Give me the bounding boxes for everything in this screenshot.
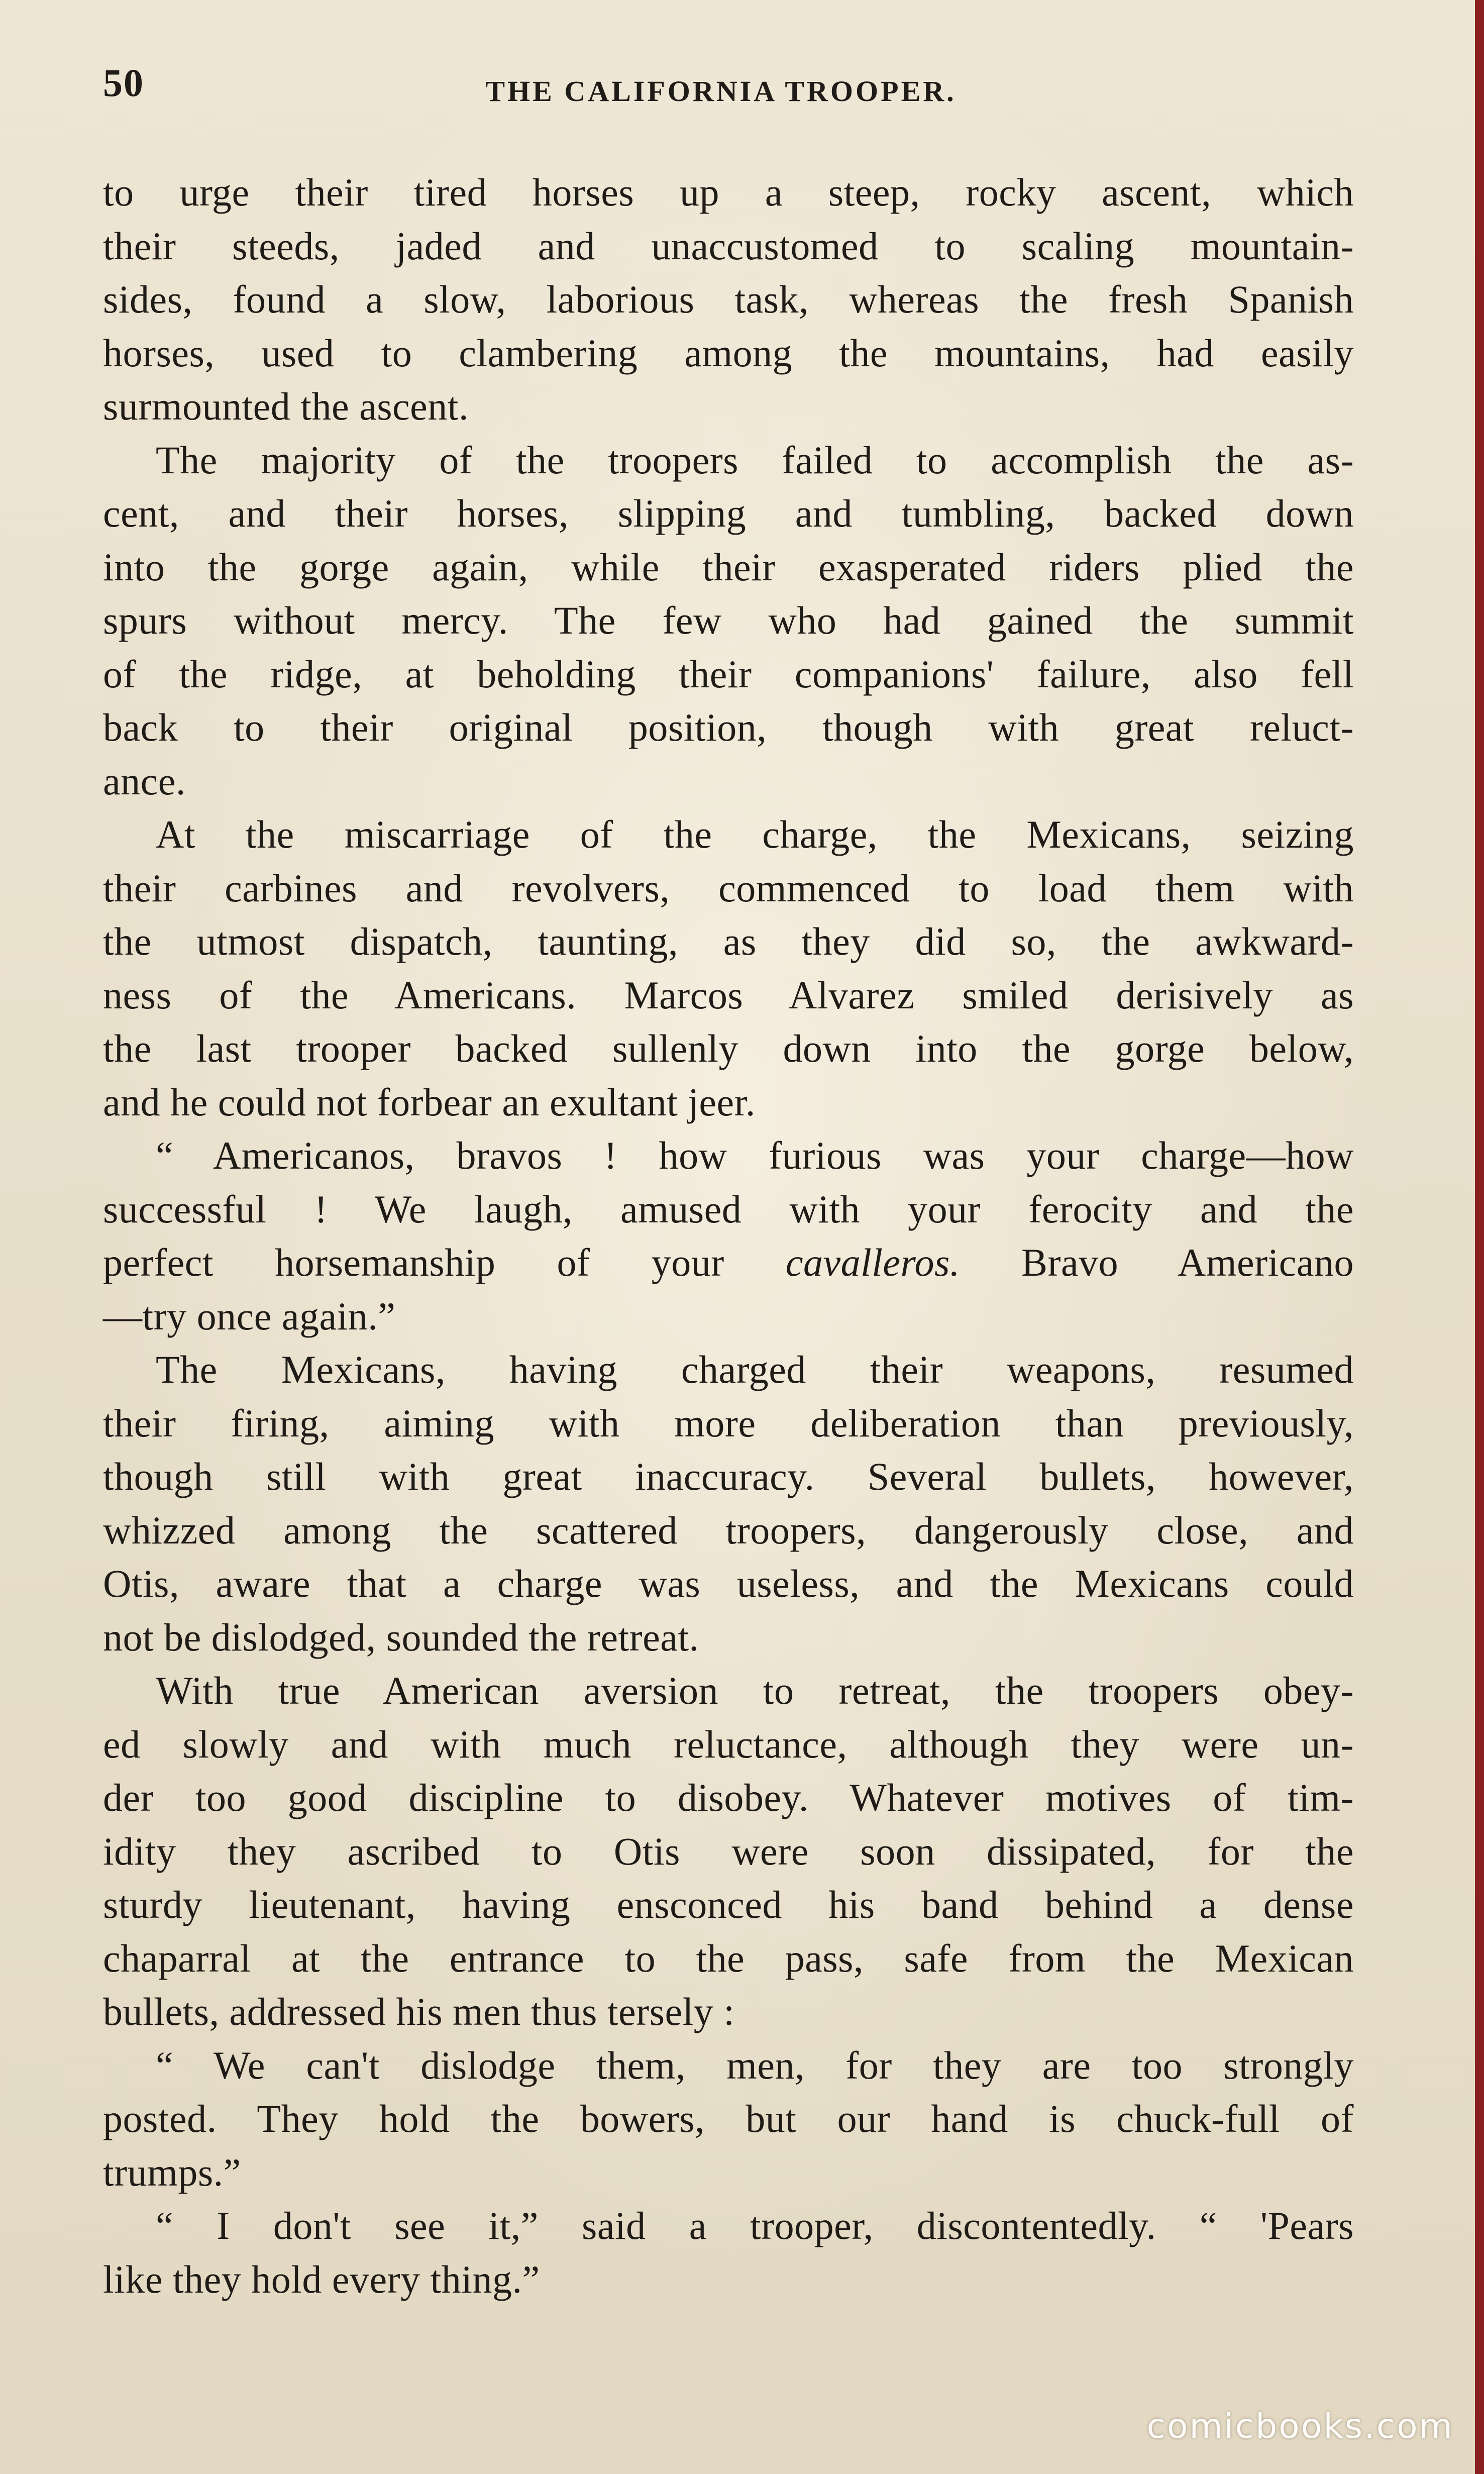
text-line: ness of the Americans. Marcos Alvarez smiled derisively as <box>103 973 1354 1017</box>
body-text <box>103 166 1354 2306</box>
page-header <box>103 60 1339 126</box>
text-line: “ We can't dislodge them, men, for they are too strongly <box>156 2043 1354 2087</box>
text-line: The Mexicans, having charged their weapons, resumed <box>156 1348 1354 1391</box>
text-line: der too good discipline to disobey. Whatever motives of tim- <box>103 1776 1354 1819</box>
text-line: With true American aversion to retreat, the troopers obey- <box>156 1669 1354 1712</box>
text-line: ance. <box>103 759 186 803</box>
text-line: —try once again.” <box>103 1294 396 1338</box>
text-line: spurs without mercy. The few who had gained the summit <box>103 598 1354 642</box>
text-line: bullets, addressed his men thus tersely : <box>103 1990 735 2033</box>
text-line: whizzed among the scattered troopers, dangerously close, and <box>103 1508 1354 1552</box>
italic-word: cavalleros. <box>785 1241 960 1284</box>
text-line: their steeds, jaded and unaccustomed to scaling mountain- <box>103 224 1354 268</box>
text-line: posted. They hold the bowers, but our hand is chuck-full of <box>103 2097 1354 2140</box>
text-line: “ Americanos, bravos ! how furious was your charge—how <box>156 1133 1354 1177</box>
text-line: trumps.” <box>103 2150 241 2194</box>
running-head: THE CALIFORNIA TROOPER. <box>485 75 957 108</box>
text-line: sides, found a slow, laborious task, whereas the fresh Spanish <box>103 277 1354 321</box>
text-line: sturdy lieutenant, having ensconced his band behind a dense <box>103 1883 1354 1926</box>
text-line: Otis, aware that a charge was useless, and the Mexicans could <box>103 1562 1354 1605</box>
text-line: horses, used to clambering among the mountains, had easily <box>103 331 1354 375</box>
text-line: though still with great inaccuracy. Several bullets, however, <box>103 1455 1354 1498</box>
text-line: their firing, aiming with more deliberation than previously, <box>103 1401 1354 1445</box>
text-line: the utmost dispatch, taunting, as they did so, the awkward- <box>103 919 1354 963</box>
text-line: chaparral at the entrance to the pass, safe from the Mexican <box>103 1936 1354 1980</box>
text-line: their carbines and revolvers, commenced to load them with <box>103 866 1354 910</box>
text-line: “ I don't see it,” said a trooper, discontentedly. “ 'Pears <box>156 2204 1354 2247</box>
page-number: 50 <box>103 61 144 105</box>
text-line: into the gorge again, while their exasperated riders plied the <box>103 545 1354 589</box>
text-line: and he could not forbear an exultant jeer. <box>103 1080 756 1124</box>
text-line: like they hold every thing.” <box>103 2257 540 2301</box>
text-line: successful ! We laugh, amused with your ferocity and the <box>103 1187 1354 1231</box>
text-line: cent, and their horses, slipping and tumbling, backed down <box>103 491 1354 535</box>
text-line: The majority of the troopers failed to accomplish the as- <box>156 438 1354 482</box>
text-line: idity they ascribed to Otis were soon dissipated, for the <box>103 1829 1354 1873</box>
text-line: perfect horsemanship of your cavalleros. Bravo Americano <box>103 1241 1354 1284</box>
text-line: At the miscarriage of the charge, the Mexicans, seizing <box>156 812 1354 856</box>
watermark: comicbooks.com <box>1146 2407 1454 2446</box>
text-line: of the ridge, at beholding their companions' failure, also fell <box>103 652 1354 696</box>
text-line: not be dislodged, sounded the retreat. <box>103 1615 699 1659</box>
text-line: ed slowly and with much reluctance, although they were un- <box>103 1722 1354 1766</box>
text-line: to urge their tired horses up a steep, rocky ascent, which <box>103 170 1354 214</box>
text-line: back to their original position, though with great reluct- <box>103 705 1354 749</box>
page-edge <box>1475 0 1484 2474</box>
text-line: surmounted the ascent. <box>103 384 469 428</box>
text-line: the last trooper backed sullenly down into the gorge below, <box>103 1026 1354 1070</box>
